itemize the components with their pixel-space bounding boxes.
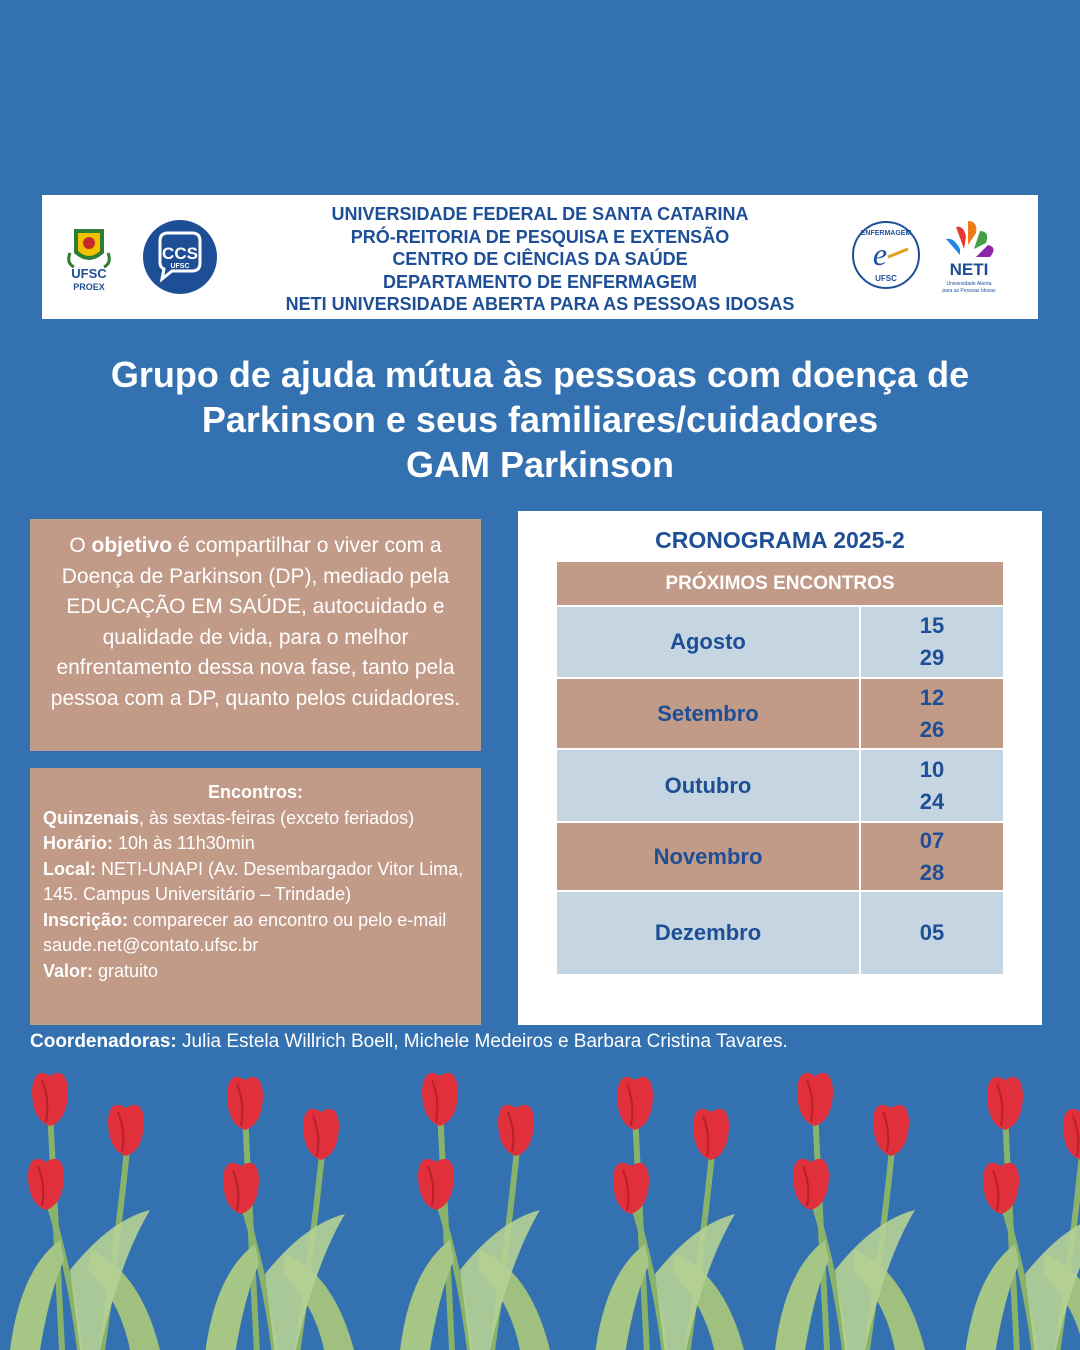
- tulip-cluster: [965, 1077, 1080, 1350]
- svg-text:e: e: [872, 236, 888, 272]
- day: 12: [919, 684, 945, 710]
- meetings-signup: Inscrição: comparecer ao encontro ou pelo e-mail saude.net@contato.ufsc.br: [43, 909, 447, 955]
- table-row: [557, 890, 1003, 974]
- header-band: [42, 195, 1038, 319]
- days-cell: [861, 679, 1003, 748]
- svg-text:para as Pessoas Idosas: para as Pessoas Idosas: [942, 288, 996, 294]
- enfermagem-logo: [850, 219, 922, 291]
- day: 15: [919, 613, 945, 638]
- coordinators-names: Julia Estela Willrich Boell, Michele Medeiros e Barbara Cristina Tavares.: [176, 1031, 788, 1052]
- days-cell: [861, 823, 1003, 890]
- day: 07: [919, 827, 945, 853]
- schedule-card: [518, 511, 1042, 1025]
- tulip-cluster: [400, 1073, 550, 1350]
- day: 29: [919, 645, 945, 670]
- meetings-box: [30, 768, 481, 1025]
- month-cell: Novembro: [557, 823, 861, 890]
- header-line: CENTRO DE CIÊNCIAS DA SAÚDE: [392, 249, 688, 269]
- tulip-cluster: [775, 1073, 925, 1350]
- header-line: PRÓ-REITORIA DE PESQUISA E EXTENSÃO: [350, 226, 730, 247]
- svg-text:CCS: CCS: [162, 244, 198, 263]
- tulip-cluster: [10, 1073, 160, 1350]
- meetings-frequency: Quinzenais, às sextas-feiras (exceto feriados): [43, 807, 415, 828]
- meetings-place: Local: NETI-UNAPI (Av. Desembargador Vitor Lima, 145. Campus Universitário – Trindade): [43, 858, 464, 904]
- tulip-decoration: [0, 1070, 1080, 1350]
- month-cell: Setembro: [557, 679, 861, 748]
- schedule-header: PRÓXIMOS ENCONTROS: [557, 562, 1003, 605]
- day: 24: [919, 788, 945, 814]
- svg-text:ENFERMAGEM: ENFERMAGEM: [860, 230, 912, 237]
- day: 05: [919, 920, 945, 945]
- objective-box: [30, 519, 481, 751]
- main-title: [0, 352, 1080, 487]
- header-line: UNIVERSIDADE FEDERAL DE SANTA CATARINA: [331, 204, 749, 224]
- objective-prefix: O: [69, 534, 92, 557]
- table-row: [557, 605, 1003, 677]
- svg-text:Universidade Aberta: Universidade Aberta: [946, 281, 992, 287]
- month-cell: Dezembro: [557, 892, 861, 974]
- title-line: Grupo de ajuda mútua às pessoas com doença de: [110, 354, 970, 395]
- table-row: [557, 821, 1003, 890]
- days-cell: [861, 607, 1003, 677]
- title-line: Parkinson e seus familiares/cuidadores: [201, 399, 879, 440]
- meetings-title: Encontros:: [207, 782, 303, 802]
- table-row: [557, 748, 1003, 821]
- svg-text:UFSC: UFSC: [875, 274, 897, 283]
- meetings-time: Horário: 10h às 11h30min: [43, 833, 255, 853]
- month-cell: Agosto: [557, 607, 861, 677]
- days-cell: [861, 750, 1003, 821]
- day: 28: [919, 859, 945, 885]
- coordinators-label: Coordenadoras:: [30, 1031, 177, 1052]
- days-cell: [861, 892, 1003, 974]
- objective-text: é compartilhar o viver com a Doença de Parkinson (DP), mediado pela EDUCAÇÃO EM SAÚDE, autocuidado e qualidade de vida, para o melhor enfrentamento dessa nova fase, tanto pela pessoa com a DP, quanto pelos cuidadores.: [50, 534, 461, 710]
- schedule-table: [557, 562, 1003, 974]
- objective-bold: objetivo: [91, 534, 173, 557]
- day: 26: [919, 716, 945, 742]
- coordinators: [30, 1031, 788, 1053]
- tulip-cluster: [205, 1077, 355, 1350]
- meetings-price: Valor: gratuito: [43, 960, 159, 981]
- tulip-cluster: [595, 1077, 745, 1350]
- day: 10: [919, 756, 945, 782]
- title-line: GAM Parkinson: [405, 444, 675, 485]
- svg-text:NETI: NETI: [949, 260, 989, 279]
- svg-text:UFSC: UFSC: [170, 263, 190, 270]
- svg-text:PROEX: PROEX: [73, 282, 105, 292]
- table-row: [557, 677, 1003, 748]
- schedule-title: CRONOGRAMA 2025-2: [655, 527, 905, 553]
- month-cell: Outubro: [557, 750, 861, 821]
- header-line: DEPARTAMENTO DE ENFERMAGEM: [382, 271, 697, 292]
- neti-logo: [938, 217, 1000, 299]
- svg-text:UFSC: UFSC: [71, 266, 107, 281]
- header-line: NETI UNIVERSIDADE ABERTA PARA AS PESSOAS IDOSAS: [285, 294, 795, 314]
